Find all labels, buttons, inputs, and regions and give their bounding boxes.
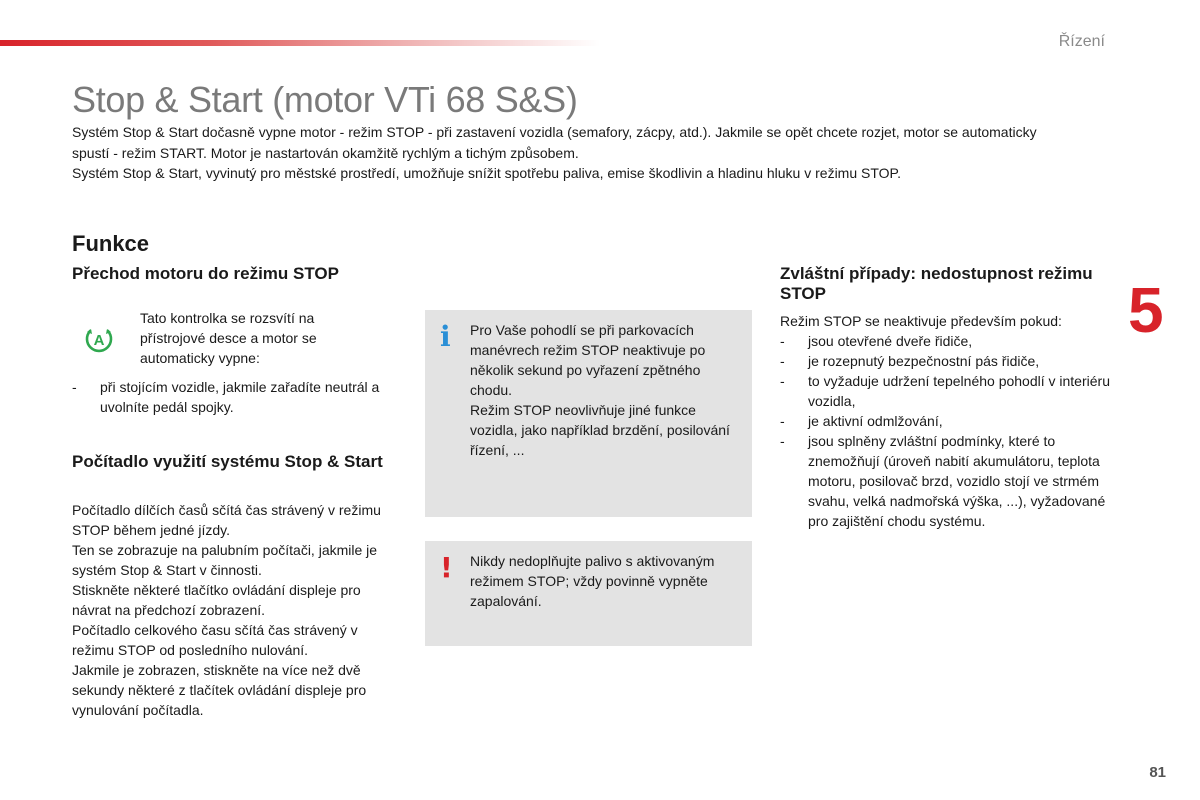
stop-mode-conditions [72, 377, 402, 417]
warning-box [425, 541, 752, 646]
special-cases-section [780, 264, 1110, 304]
auto-stop-start-indicator-icon [83, 323, 115, 355]
counter-paragraph: Ten se zobrazuje na palubním počítači, jakmile je systém Stop & Start v činnosti. [72, 542, 378, 578]
list-item: - je rozepnutý bezpečnostní pás řidiče, [780, 353, 1040, 369]
svg-text:A: A [93, 332, 105, 349]
list-item: - jsou splněny zvláštní podmínky, které to znemožňují (úroveň nabití akumulátoru, teplota motoru, posilovač brzd, vozidlo stojí ve strmém svahu, velká nadmořská výška, ...), vyžadované pro zajištění chodu systému. [780, 433, 1106, 529]
counter-paragraph: Počítadlo celkového času sčítá čas strávený v režimu STOP od posledního nulování. [72, 622, 358, 658]
warning-icon: ! [440, 551, 453, 584]
list-item: - při stojícím vozidle, jakmile zařadíte neutrál a uvolníte pedál spojky. [72, 379, 380, 415]
section-label: Řízení [1058, 33, 1105, 50]
info-box [425, 310, 752, 517]
intro-text [72, 122, 1072, 184]
info-paragraph: Pro Vaše pohodlí se při parkovacích manévrech režim STOP neaktivuje po několik sekund po vyřazení zpětného chodu. [470, 322, 706, 398]
list-item: - je aktivní odmlžování, [780, 413, 943, 429]
counter-heading: Počítadlo využití systému Stop & Start [72, 452, 383, 471]
stop-mode-section [72, 264, 412, 284]
list-item: - jsou otevřené dveře řidiče, [780, 333, 973, 349]
counter-paragraph: Stiskněte některé tlačítko ovládání displeje pro návrat na předchozí zobrazení. [72, 582, 361, 618]
special-cases-heading: Zvláštní případy: nedostupnost režimu STOP [780, 264, 1093, 303]
info-icon: i [440, 320, 451, 353]
page-number: 81 [1149, 764, 1166, 781]
counter-paragraph: Počítadlo dílčích časů sčítá čas strávený v režimu STOP během jedné jízdy. [72, 502, 381, 538]
intro-paragraph: Systém Stop & Start dočasně vypne motor - režim STOP - při zastavení vozidla (semafory, zácpy, atd.). Jakmile se opět chcete rozjet, motor se automaticky spustí - režim START. Motor je nastartován okamžitě rychlým a tichým způsobem. [72, 124, 1037, 161]
counter-text [72, 500, 402, 720]
warning-paragraph: Nikdy nedoplňujte palivo s aktivovaným režimem STOP; vždy povinně vypněte zapalování. [470, 553, 715, 609]
special-cases-text [780, 311, 1110, 531]
counter-paragraph: Jakmile je zobrazen, stiskněte na více než dvě sekundy některé z tlačítek ovládání displeje pro vynulování počítadla. [72, 662, 367, 718]
stop-mode-heading: Přechod motoru do režimu STOP [72, 264, 339, 283]
counter-section [72, 452, 402, 472]
info-paragraph: Režim STOP neovlivňuje jiné funkce vozidla, jako například brzdění, posilování řízení, ... [470, 402, 730, 458]
intro-paragraph: Systém Stop & Start, vyvinutý pro městské prostředí, umožňuje snížit spotřebu paliva, emise škodlivin a hladinu hluku v režimu STOP. [72, 165, 901, 181]
header-accent-bar [0, 40, 600, 46]
functions-heading: Funkce [72, 231, 150, 256]
indicator-description: Tato kontrolka se rozsvítí na přístrojové desce a motor se automaticky vypne: [140, 310, 317, 366]
chapter-number: 5 [1128, 274, 1164, 346]
warning-box-text [470, 551, 742, 611]
info-box-text [470, 320, 742, 460]
special-cases-lead: Režim STOP se neaktivuje především pokud: [780, 313, 1062, 329]
page-title: Stop & Start (motor VTi 68 S&S) [72, 79, 578, 120]
list-item: - to vyžaduje udržení tepelného pohodlí v interiéru vozidla, [780, 373, 1110, 409]
